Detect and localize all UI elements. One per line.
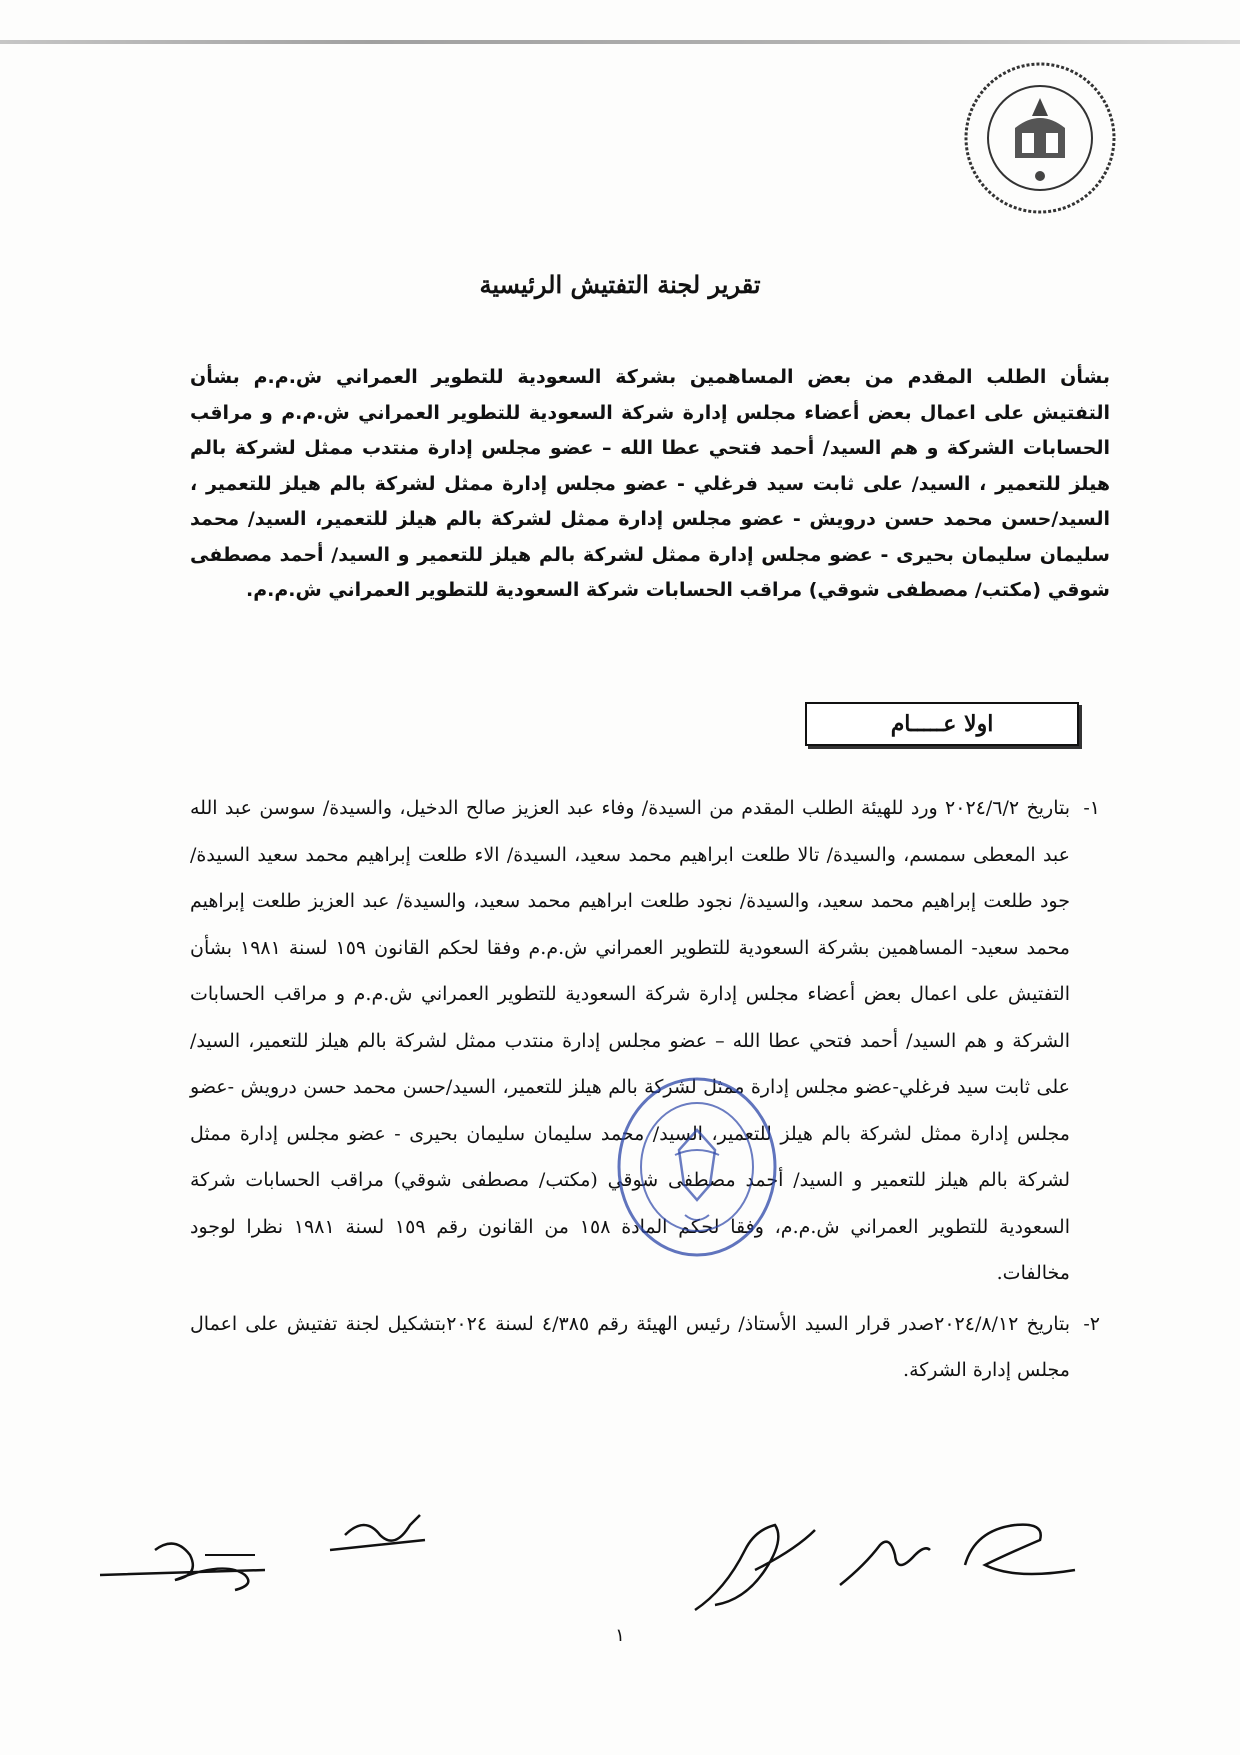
signature-icon xyxy=(835,1525,935,1595)
page-number: ١ xyxy=(615,1625,625,1646)
signature-icon xyxy=(95,1530,275,1600)
item-number: ١- xyxy=(1083,797,1100,819)
authority-seal-icon xyxy=(960,58,1120,218)
item-text: بتاريخ ٢٠٢٤/٨/١٢صدر قرار السيد الأستاذ/ رئيس الهيئة رقم ٤/٣٨٥ لسنة ٢٠٢٤بتشكيل لجنة تفتيش على اعمال مجلس إدارة الشركة. xyxy=(190,1312,1071,1381)
report-title: تقرير لجنة التفتيش الرئيسية xyxy=(479,270,761,299)
item-text: بتاريخ ٢٠٢٤/٦/٢ ورد للهيئة الطلب المقدم من السيدة/ وفاء عبد العزيز صالح الدخيل، والسيدة/ سوسن عبد الله عبد المعطى سمسم، والسيدة/ تالا طلعت ابراهيم محمد سعيد، السيدة/ الاء طلعت إبراهيم محمد سعيد السيدة/ جود طلعت إبراهيم محمد سعيد، والسيدة/ نجود طلعت ابراهيم محمد سعيد، والسيدة/ عبد العزيز طلعت إبراهيم محمد سعيد- المساهمين بشركة السعودية للتطوير العمراني ش.م.م وفقا لحكم القانون ١٥٩ لسنة ١٩٨١ بشأن التفتيش على اعمال بعض أعضاء مجلس إدارة شركة السعودية للتطوير العمراني ش.م.م و مراقب الحسابات الشركة و هم السيد/ أحمد فتحي عطا الله – عضو مجلس إدارة منتدب ممثل لشركة بالم هيلز للتعمير، السيد/ على ثابت سيد فرغلي-عضو مجلس إدارة ممثل لشركة بالم هيلز للتعمير، السيد/حسن محمد حسن درويش -عضو مجلس إدارة ممثل لشركة بالم هيلز للتعمير، السيد/ محمد سليمان سليمان بحيرى - عضو مجلس إدارة ممثل لشركة بالم هيلز للتعمير و السيد/ أحمد مصطفى شوقي (مكتب/ مصطفى شوقي) مراقب الحسابات شركة السعودية للتطوير العمراني ش.م.م، وفقا لحكم المادة ١٥٨ من القانون رقم ١٥٩ لسنة ١٩٨١ نظرا لوجود مخالفات. xyxy=(190,797,1071,1284)
item-number: ٢- xyxy=(1083,1312,1100,1335)
section-heading: اولا عـــــام xyxy=(805,702,1079,746)
signature-icon xyxy=(955,1510,1090,1590)
signature-icon xyxy=(685,1510,825,1620)
signature-icon xyxy=(325,1505,435,1565)
list-item xyxy=(190,1301,1100,1394)
official-stamp-icon xyxy=(615,1075,780,1260)
report-subject: بشأن الطلب المقدم من بعض المساهمين بشركة السعودية للتطوير العمراني ش.م.م بشأن التفتيش على اعمال بعض أعضاء مجلس إدارة شركة السعودية للتطوير العمراني ش.م.م و مراقب الحسابات الشركة و هم السيد/ أحمد فتحي عطا الله – عضو مجلس إدارة منتدب ممثل لشركة بالم هيلز للتعمير ، السيد/ على ثابت سيد فرغلي - عضو مجلس إدارة ممثل لشركة بالم هيلز للتعمير ، السيد/حسن محمد حسن درويش - عضو مجلس إدارة ممثل لشركة بالم هيلز للتعمير، السيد/ محمد سليمان سليمان بحيرى - عضو مجلس إدارة ممثل لشركة بالم هيلز للتعمير و السيد/ أحمد مصطفى شوقي (مكتب/ مصطفى شوقي) مراقب الحسابات شركة السعودية للتطوير العمراني ش.م.م. xyxy=(190,366,1110,601)
scan-top-edge xyxy=(0,40,1240,44)
